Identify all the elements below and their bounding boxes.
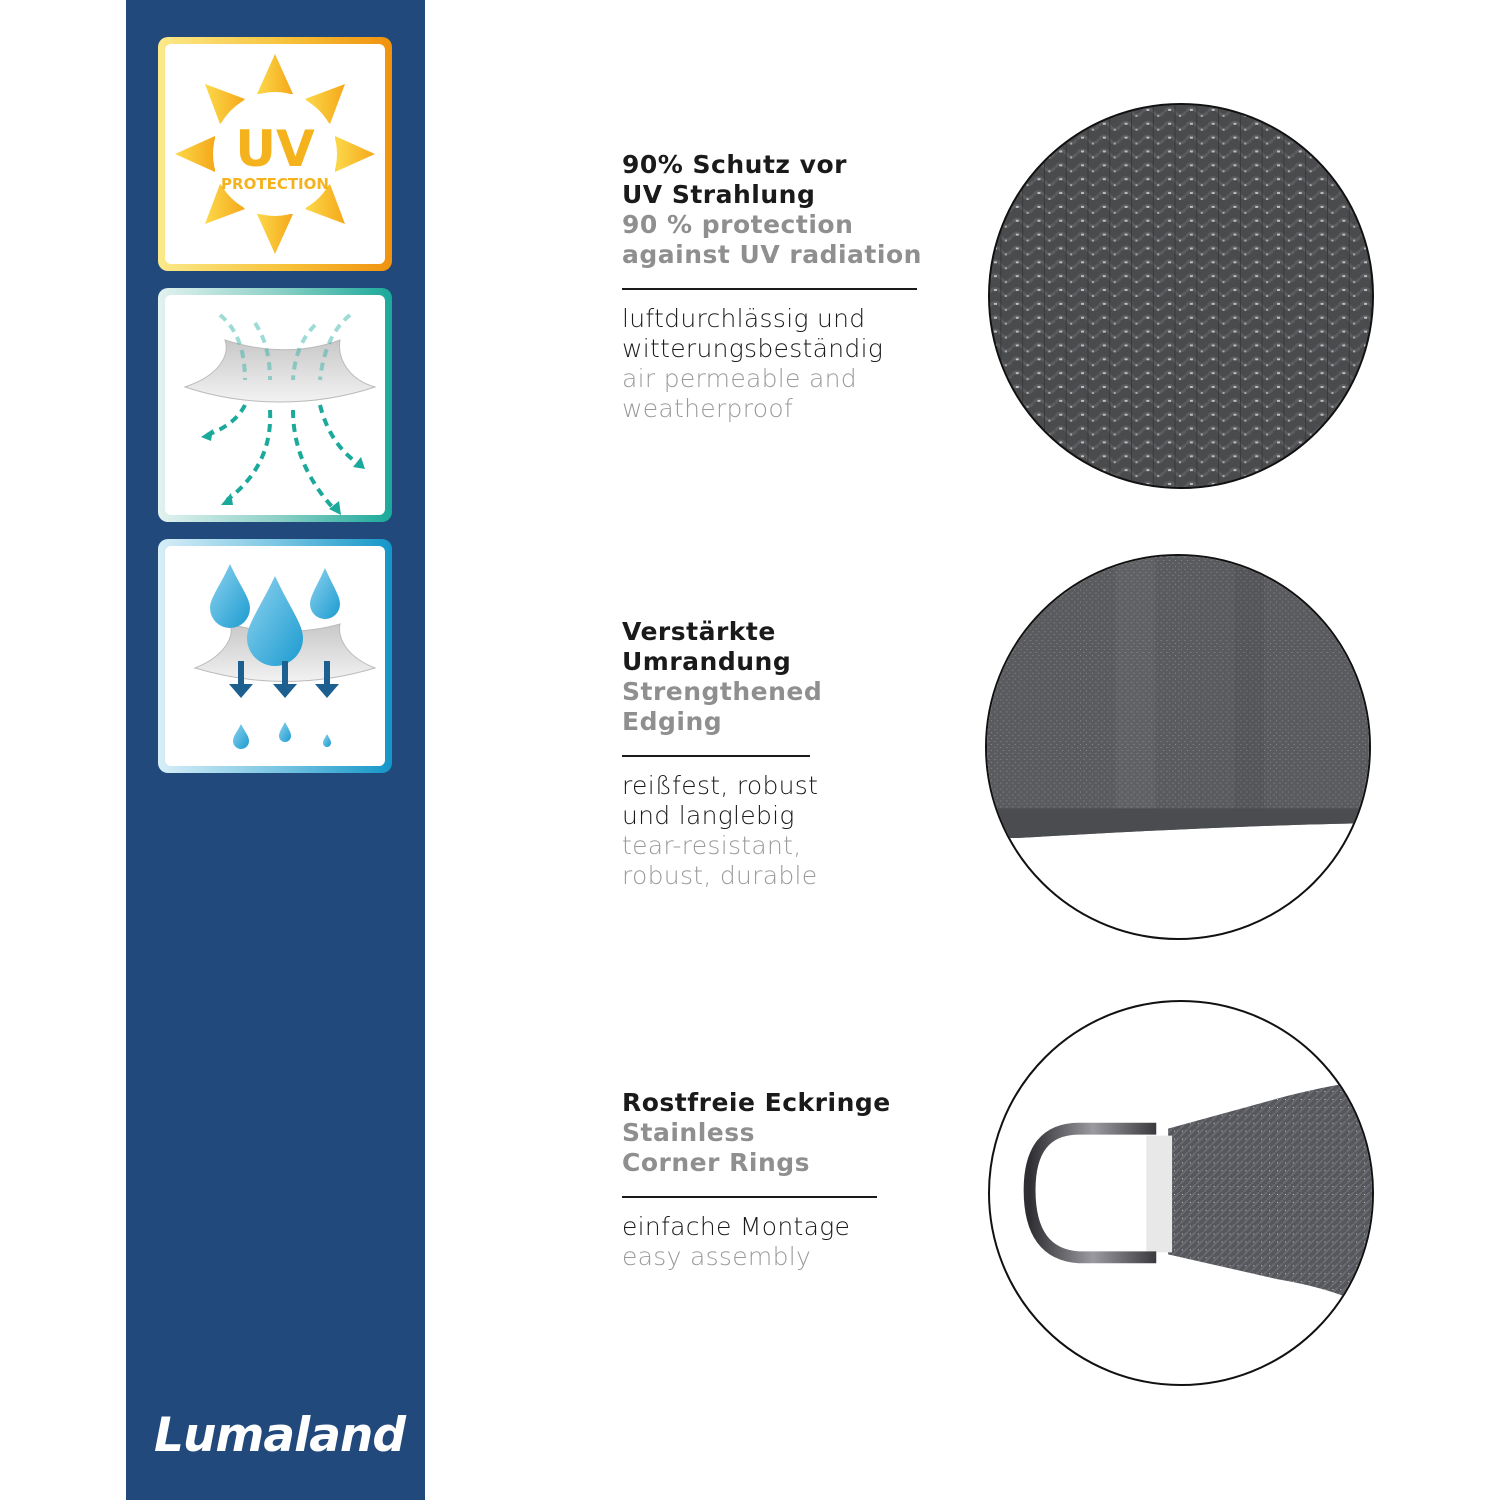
feature-desc-de: reißfest, robust und langlebig [622, 771, 819, 830]
fabric-weave-photo [988, 103, 1374, 489]
feature-desc-en: easy assembly [622, 1242, 812, 1271]
feature-title-de: Verstärkte Umrandung [622, 617, 792, 676]
divider [622, 1196, 877, 1198]
feature-desc-de: luftdurchlässig und witterungsbeständig [622, 304, 884, 363]
feature-title-de: 90% Schutz vor UV Strahlung [622, 150, 847, 209]
feature-desc-en: tear-resistant, robust, durable [622, 831, 818, 890]
feature-title-en: 90 % protection against UV radiation [622, 210, 922, 269]
fabric-texture-image [990, 105, 1372, 487]
feature-strengthened-edging [622, 617, 862, 891]
d-ring-image [990, 1002, 1372, 1384]
brand-sidebar [126, 0, 425, 1500]
air-permeable-badge [158, 288, 392, 522]
divider [622, 288, 917, 290]
uv-protection-badge [158, 37, 392, 271]
airflow-icon [165, 295, 385, 515]
feature-desc-de: einfache Montage [622, 1212, 851, 1241]
edge-texture-image [987, 556, 1369, 938]
sun-uv-icon [165, 44, 385, 264]
divider [622, 755, 810, 757]
water-permeable-badge [158, 539, 392, 773]
feature-title-en: Strengthened Edging [622, 677, 823, 736]
feature-corner-rings [622, 1088, 902, 1272]
svg-text:UV: UV [235, 120, 315, 178]
feature-title-de: Rostfreie Eckringe [622, 1088, 891, 1117]
brand-logo: Lumaland [154, 1408, 406, 1463]
svg-text:PROTECTION: PROTECTION [221, 175, 329, 193]
corner-ring-photo [988, 1000, 1374, 1386]
reinforced-edge-photo [985, 554, 1371, 940]
feature-title-en: Stainless Corner Rings [622, 1118, 811, 1177]
water-drops-icon [165, 546, 385, 766]
feature-desc-en: air permeable and weatherproof [622, 364, 857, 423]
feature-uv-protection [622, 150, 922, 424]
